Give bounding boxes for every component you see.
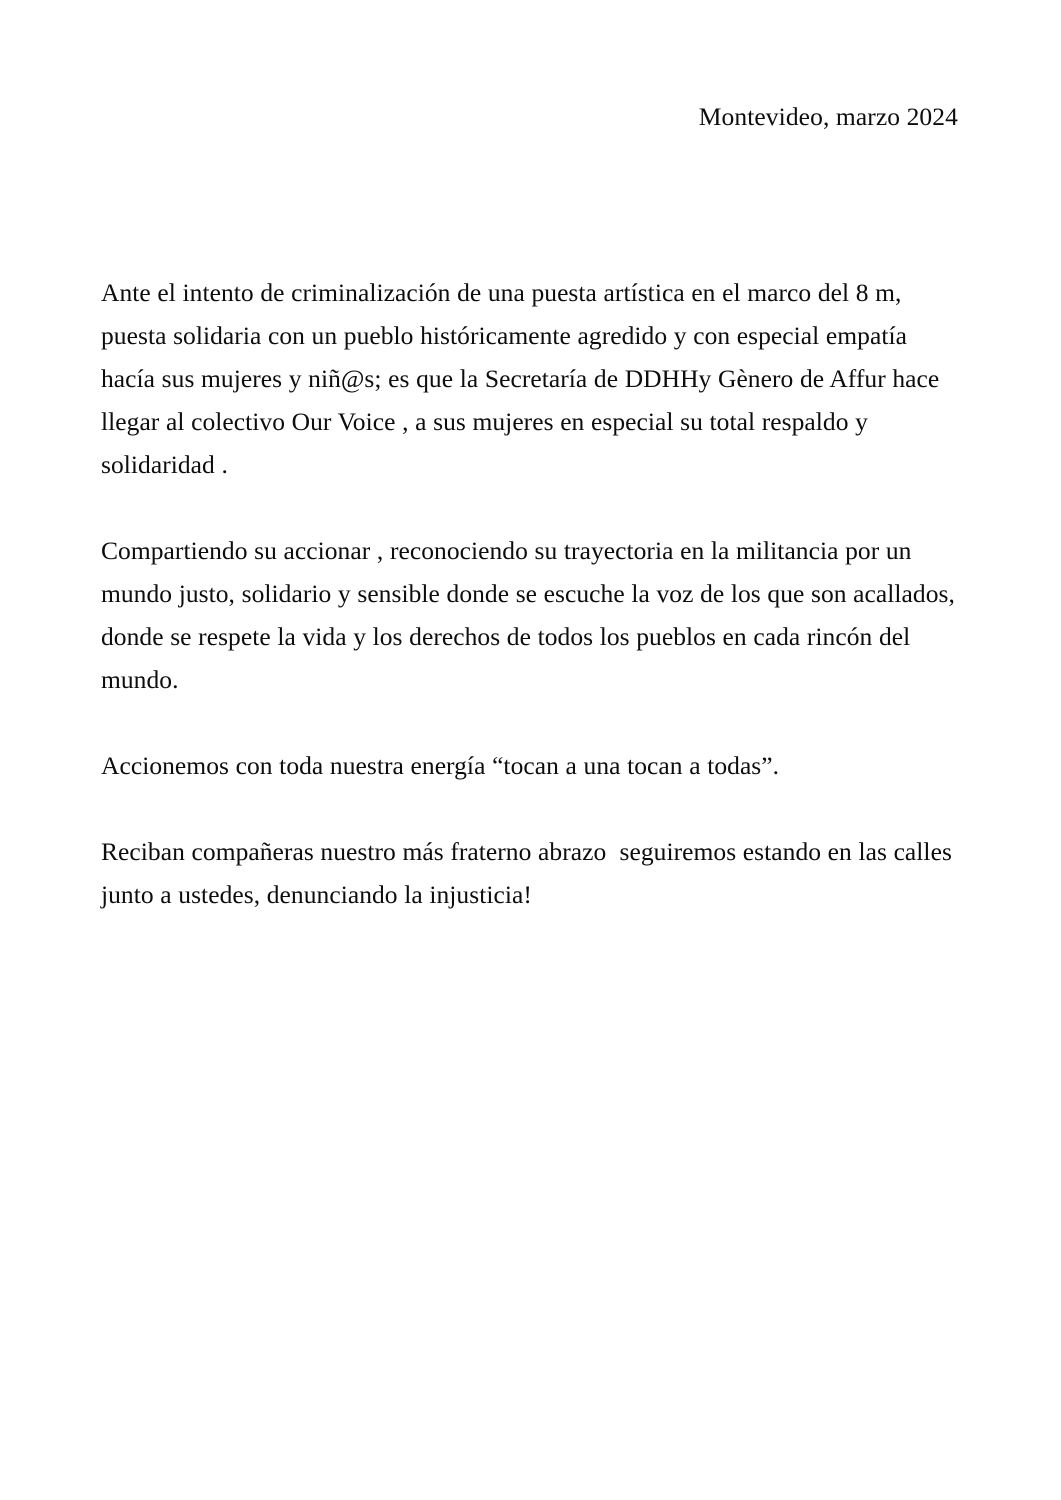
paragraph: Reciban compañeras nuestro más fraterno abrazo seguiremos estando en las calles junto a ustedes, denunciando la injusticia!: [101, 837, 959, 909]
paragraph: Compartiendo su accionar , reconociendo su trayectoria en la militancia por un mundo justo, solidario y sensible donde se escuche la voz de los que son acallados, donde se respete la vida y los derechos de todos los pueblos en cada rincón del mundo.: [101, 536, 962, 694]
dateline: Montevideo, marzo 2024: [698, 102, 958, 131]
document-body: [101, 271, 961, 916]
paragraph: Ante el intento de criminalización de una puesta artística en el marco del 8 m, puesta solidaria con un pueblo históricamente agredido y con especial empatía hacía sus mujeres y niñ@s; es que la Secretaría de DDHHy Gènero de Affur hace llegar al colectivo Our Voice , a sus mujeres en especial su total respaldo y solidaridad .: [101, 278, 946, 479]
paragraph: Accionemos con toda nuestra energía “tocan a una tocan a todas”.: [101, 751, 780, 780]
